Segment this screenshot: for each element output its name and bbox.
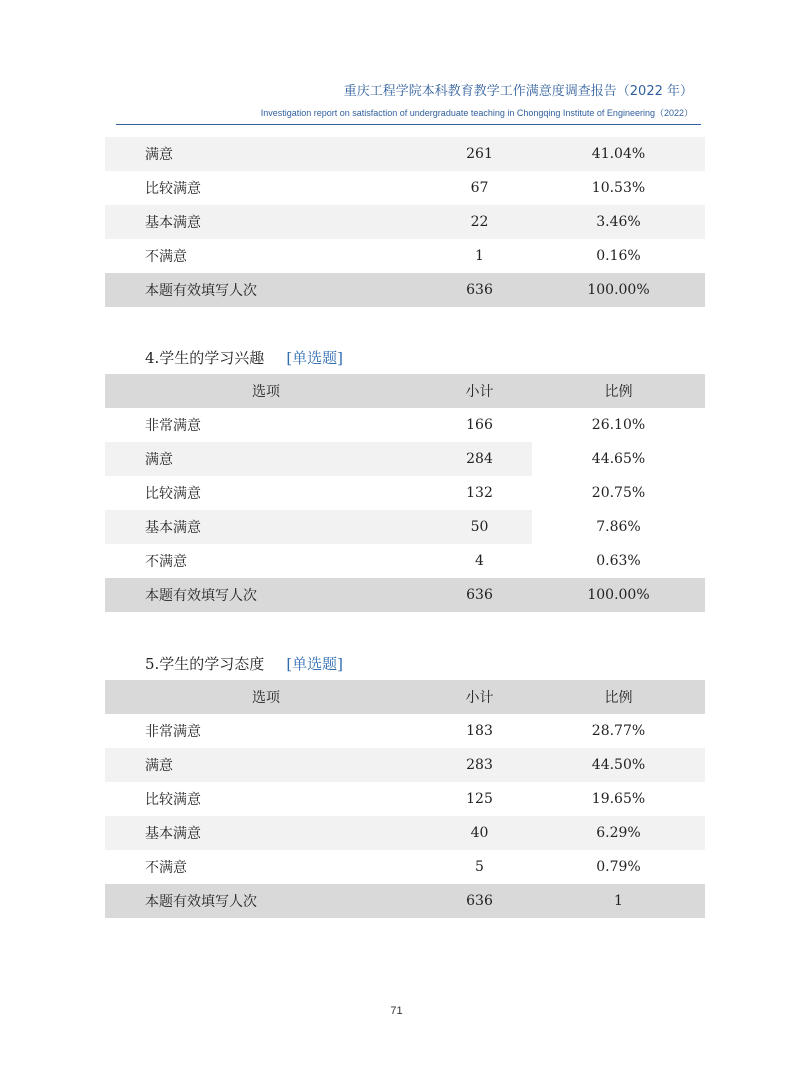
total-percent: 1 (532, 884, 705, 918)
total-label: 本题有效填写人次 (105, 273, 427, 307)
table-row (105, 408, 705, 442)
option-count: 1 (475, 248, 484, 264)
option-count: 125 (466, 791, 493, 807)
total-count: 636 (427, 884, 532, 918)
table-row (105, 816, 705, 850)
header-count: 小计 (427, 374, 532, 408)
table-header-row (105, 680, 705, 714)
option-count: 67 (470, 180, 489, 196)
table-row (105, 748, 705, 782)
option-label: 不满意 (145, 860, 187, 876)
option-count: 40 (427, 816, 532, 850)
total-label: 本题有效填写人次 (105, 578, 427, 612)
total-row (105, 884, 705, 918)
option-percent: 0.63% (596, 553, 641, 569)
header-percent: 比例 (532, 374, 705, 408)
option-percent: 10.53% (591, 180, 646, 196)
header-count: 小计 (427, 680, 532, 714)
option-label: 比较满意 (145, 181, 201, 197)
option-count: 22 (427, 205, 532, 239)
option-label: 不满意 (145, 249, 187, 265)
option-label: 基本满意 (105, 510, 427, 544)
header-option: 选项 (105, 680, 427, 714)
option-count: 4 (475, 553, 484, 569)
report-title: 重庆工程学院本科教育教学工作满意度调查报告（2022 年） (343, 84, 693, 99)
page-number: 71 (390, 1005, 403, 1017)
header-divider (116, 124, 701, 125)
total-percent: 100.00% (532, 578, 705, 612)
table-row (105, 239, 705, 273)
option-count: 283 (427, 748, 532, 782)
q3-table-continued (105, 137, 705, 307)
total-label: 本题有效填写人次 (105, 884, 427, 918)
option-percent: 26.10% (591, 417, 646, 433)
option-percent: 19.65% (591, 791, 646, 807)
table-row (105, 544, 705, 578)
table-row (105, 205, 705, 239)
option-label: 比较满意 (145, 486, 201, 502)
option-percent: 20.75% (591, 485, 646, 501)
option-label: 不满意 (145, 554, 187, 570)
table-row (105, 850, 705, 884)
option-label: 基本满意 (105, 816, 427, 850)
total-row (105, 578, 705, 612)
total-percent: 100.00% (532, 273, 705, 307)
table-header-row (105, 374, 705, 408)
header-option: 选项 (105, 374, 427, 408)
option-percent: 6.29% (532, 816, 705, 850)
total-count: 636 (427, 273, 532, 307)
q4-title (145, 347, 343, 368)
table-row (105, 476, 705, 510)
table-row (105, 510, 705, 544)
q5-title (145, 653, 343, 674)
option-percent: 0.79% (596, 859, 641, 875)
option-label: 比较满意 (145, 792, 201, 808)
option-percent: 44.50% (532, 748, 705, 782)
table-row (105, 171, 705, 205)
option-label: 满意 (105, 748, 427, 782)
q4-table (105, 374, 705, 612)
option-percent: 41.04% (532, 137, 705, 171)
table-row (105, 137, 705, 171)
option-count: 132 (466, 485, 493, 501)
option-label: 非常满意 (145, 724, 201, 740)
option-percent: 7.86% (532, 510, 705, 544)
option-count: 166 (466, 417, 493, 433)
option-percent: 3.46% (532, 205, 705, 239)
q5-table (105, 680, 705, 918)
option-percent: 28.77% (591, 723, 646, 739)
table-row (105, 714, 705, 748)
table-row (105, 442, 705, 476)
q4-type-tag: [单选题] (286, 349, 344, 367)
report-subtitle: Investigation report on satisfaction of undergraduate teaching in Chongqing Institute of Engineering（2022） (260, 108, 693, 118)
option-label: 满意 (105, 442, 427, 476)
option-count: 183 (466, 723, 493, 739)
option-count: 50 (427, 510, 532, 544)
total-row (105, 273, 705, 307)
q5-type-tag: [单选题] (286, 655, 344, 673)
option-count: 284 (427, 442, 532, 476)
header-percent: 比例 (532, 680, 705, 714)
option-percent: 44.65% (532, 442, 705, 476)
option-percent: 0.16% (596, 248, 641, 264)
total-count: 636 (427, 578, 532, 612)
q5-title-text: 5.学生的学习态度 (145, 655, 265, 673)
option-label: 非常满意 (145, 418, 201, 434)
option-count: 5 (475, 859, 484, 875)
table-row (105, 782, 705, 816)
option-label: 基本满意 (105, 205, 427, 239)
option-count: 261 (427, 137, 532, 171)
q4-title-text: 4.学生的学习兴趣 (145, 349, 265, 367)
option-label: 满意 (105, 137, 427, 171)
